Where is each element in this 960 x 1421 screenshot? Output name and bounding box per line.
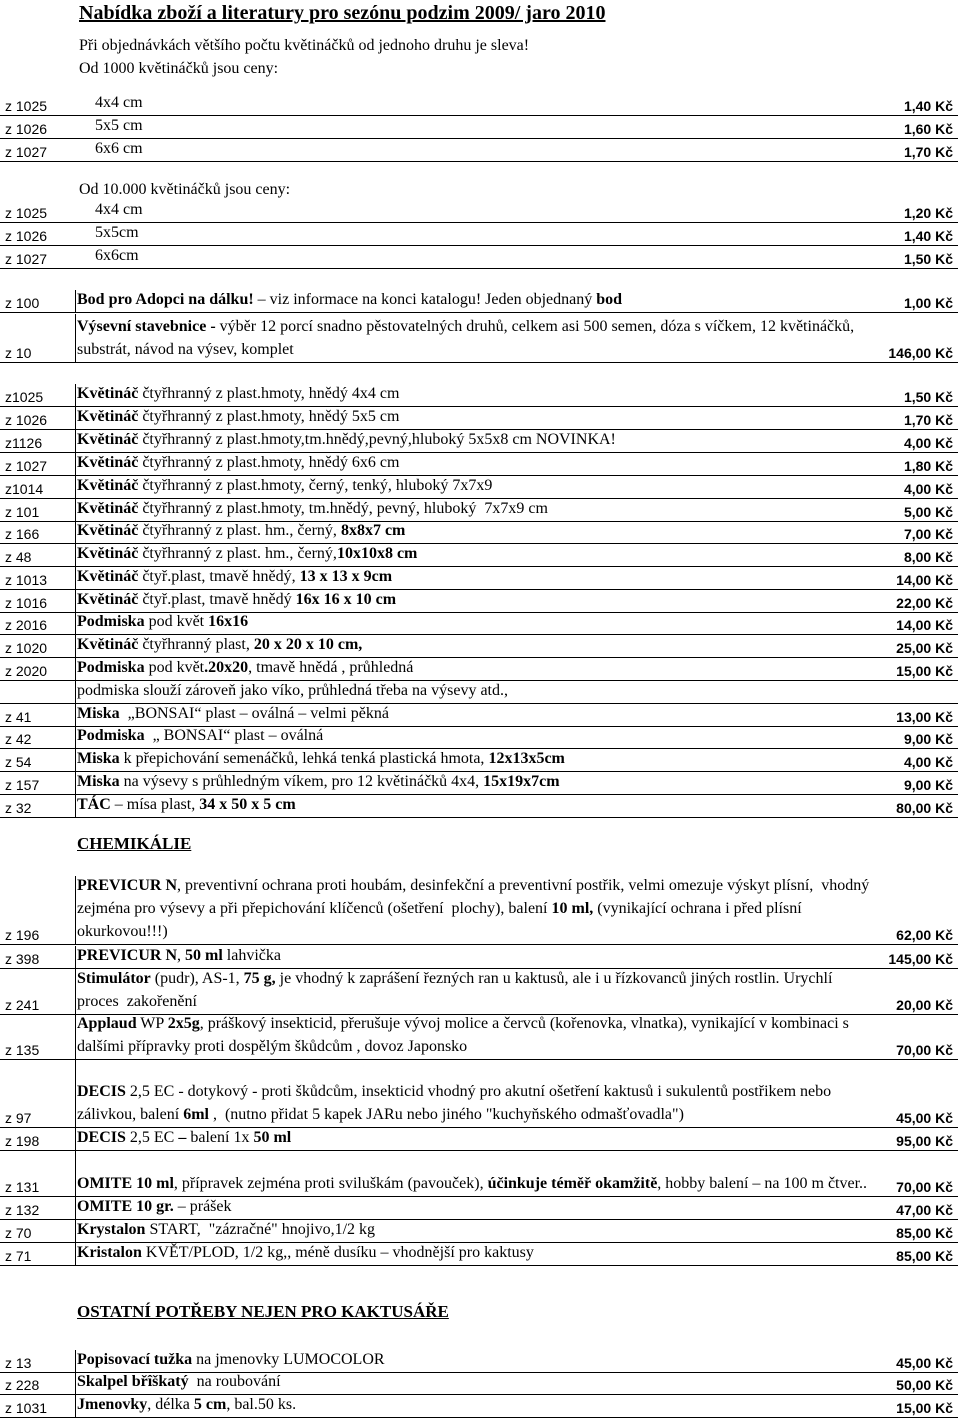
item-description: [95, 114, 888, 137]
description-segment: – viz informace na konci katalogu! Jeden objednaný: [253, 291, 597, 308]
description-segment: , práškový insekticid, přerušuje vývoj molice a červců (kořenovka, vlnatka), vynikající v kombinaci s dalšími přípravky proti dospělým škůdcům , dovoz Japonsko: [77, 1015, 853, 1055]
item-code: z 10: [5, 345, 32, 361]
item-description: [77, 1012, 870, 1058]
table-row: [0, 384, 958, 407]
table-row: [0, 681, 958, 704]
description-segment: 2,5 EC - dotykový - proti škůdcům, insekticid vhodný pro akutní ošetření kaktusů i sukulentů postřikem nebo zálivkou, balení: [77, 1083, 836, 1123]
description-segment: 6x6cm: [95, 247, 139, 264]
item-price: 9,00 Kč: [903, 777, 953, 793]
column-divider: [75, 590, 76, 612]
item-description: [77, 610, 870, 633]
item-code: z 1031: [5, 1400, 48, 1416]
column-divider: [75, 1350, 76, 1372]
item-description: [77, 944, 870, 967]
description-segment: 10 ml,: [551, 900, 594, 917]
description-segment: je vhodný k zaprášení řezných ran u kaktusů, ale i u řízkovanců jiných rostlin. Urychlí proces zakořenění: [77, 970, 841, 1010]
table-row: [0, 876, 958, 945]
item-price: 50,00 Kč: [896, 1377, 953, 1393]
item-description: [77, 382, 870, 405]
item-price: 15,00 Kč: [896, 663, 953, 679]
item-description: [77, 747, 870, 770]
description-segment: čtyřhranný z plast.hmoty,tm.hnědý,pevný,hluboký 5x5x8 cm NOVINKA!: [142, 431, 616, 448]
item-description: [77, 1172, 870, 1195]
item-price: 85,00 Kč: [896, 1248, 953, 1264]
item-description: [77, 405, 870, 428]
column-divider: [75, 544, 76, 566]
description-segment: , (nutno přidat 5 kapek JARu nebo jiného "kuchyňského odmašťovadla"): [208, 1106, 684, 1123]
description-segment: bod: [596, 291, 623, 308]
item-description: [77, 679, 870, 702]
item-price: 1,60 Kč: [903, 121, 953, 137]
description-segment: 4x4 cm: [95, 94, 143, 111]
column-divider: [75, 795, 76, 817]
item-description: [95, 91, 888, 114]
description-segment: Podmiska: [77, 659, 149, 676]
item-price: 1,20 Kč: [903, 205, 953, 221]
item-code: z 101: [5, 504, 40, 520]
column-divider: [75, 681, 76, 703]
item-description: [95, 244, 888, 267]
item-code: z 1027: [5, 458, 48, 474]
item-code: z 1020: [5, 640, 48, 656]
item-code: z 241: [5, 997, 40, 1013]
description-segment: Květináč: [77, 385, 143, 402]
description-segment: 16x 16 x 10 cm: [295, 591, 397, 608]
item-code: z 32: [5, 800, 32, 816]
item-code: z 71: [5, 1248, 32, 1264]
description-segment: podmiska slouží zároveň jako víko, průhledná třeba na výsevy atd.,: [77, 682, 508, 699]
description-segment: „ BONSAI“ plast – oválná: [148, 727, 324, 744]
description-segment: PREVICUR N: [77, 877, 177, 894]
item-price: 14,00 Kč: [896, 572, 953, 588]
description-segment: výběr 12 porcí snadno pěstovatelných druhů, celkem asi 500 semen, dóza s víčkem, 12 květináčků, substrát, návod na výsev, komplet: [77, 318, 859, 358]
column-divider: [75, 1395, 76, 1417]
description-segment: čtyřhranný plast,: [142, 636, 254, 653]
table-row: [0, 658, 958, 681]
item-price: 47,00 Kč: [896, 1202, 953, 1218]
description-segment: 8x8x7 cm: [340, 522, 406, 539]
item-price: 145,00 Kč: [888, 951, 953, 967]
description-segment: 6x6 cm: [95, 140, 143, 157]
column-divider: [75, 726, 76, 748]
description-segment: – prášek: [173, 1198, 232, 1215]
item-price: 1,70 Kč: [903, 144, 953, 160]
description-segment: účinkuje téměř okamžitě: [487, 1175, 658, 1192]
table-row: [0, 407, 958, 430]
column-divider: [75, 749, 76, 771]
table-row: [0, 749, 958, 772]
item-price: 25,00 Kč: [896, 640, 953, 656]
item-description: [77, 1126, 870, 1149]
table-row: [0, 1243, 958, 1266]
description-segment: Výsevní stavebnice -: [77, 318, 220, 335]
table-row: [0, 1395, 958, 1418]
item-code: z 131: [5, 1179, 40, 1195]
item-price: 1,00 Kč: [903, 295, 953, 311]
item-code: z 54: [5, 754, 32, 770]
column-divider: [75, 658, 76, 680]
column-divider: [75, 1151, 76, 1196]
item-description: [95, 137, 888, 160]
item-code: z 1026: [5, 228, 48, 244]
column-divider: [75, 772, 76, 794]
description-segment: , tmavě hnědá , průhledná: [248, 659, 414, 676]
description-segment: čtyřhranný z plast. hm., černý,: [142, 545, 337, 562]
description-segment: Miska: [77, 750, 124, 767]
item-price: 4,00 Kč: [903, 435, 953, 451]
item-description: [77, 633, 870, 656]
description-segment: Květináč: [77, 454, 143, 471]
table-row: [0, 544, 958, 567]
column-divider: [75, 1220, 76, 1242]
item-code: z 1025: [5, 98, 48, 114]
description-segment: balení 1x: [186, 1129, 254, 1146]
table-row: [0, 1015, 958, 1060]
item-description: [77, 656, 870, 679]
column-divider: [75, 314, 76, 362]
item-description: [77, 793, 870, 816]
item-description: [77, 1348, 870, 1371]
description-segment: čtyřhranný z plast.hmoty, tm.hnědý, pevný, hluboký 7x7x9 cm: [142, 500, 548, 517]
column-divider: [75, 407, 76, 429]
table-row: [0, 1220, 958, 1243]
description-segment: 15x19x7cm: [483, 773, 560, 790]
description-segment: , hobby balení – na 100 m čtver..: [657, 1175, 868, 1192]
description-segment: Jmenovky: [77, 1396, 148, 1413]
item-description: [77, 724, 870, 747]
item-description: [77, 451, 870, 474]
description-segment: Popisovací tužka: [77, 1351, 193, 1368]
description-segment: Květináč: [77, 500, 143, 517]
item-description: [77, 1393, 870, 1416]
description-segment: k přepichování semenáčků, lehká tenká plastická hmota,: [123, 750, 489, 767]
group-heading: Od 1000 květináčků jsou ceny:: [79, 60, 279, 77]
description-segment: čtyřhranný z plast.hmoty, hnědý 4x4 cm: [142, 385, 400, 402]
table-row: [0, 453, 958, 476]
item-price: 1,50 Kč: [903, 389, 953, 405]
column-divider: [75, 430, 76, 452]
item-code: z 228: [5, 1377, 40, 1393]
column-divider: [75, 612, 76, 634]
description-segment: START, "zázračné" hnojivo,1/2 kg: [145, 1221, 376, 1238]
description-segment: OMITE 10 gr.: [77, 1198, 174, 1215]
column-divider: [75, 1372, 76, 1394]
table-row: [0, 969, 958, 1015]
item-description: [77, 565, 870, 588]
item-price: 45,00 Kč: [896, 1355, 953, 1371]
item-price: 45,00 Kč: [896, 1110, 953, 1126]
description-segment: DECIS: [77, 1083, 126, 1100]
description-segment: TÁC: [77, 796, 111, 813]
item-code: z 2016: [5, 617, 48, 633]
description-segment: Květináč: [77, 431, 143, 448]
item-description: [77, 1080, 870, 1126]
description-segment: 50 ml: [253, 1129, 292, 1146]
item-code: z 198: [5, 1133, 40, 1149]
item-code: z1014: [5, 481, 44, 497]
item-description: [77, 874, 874, 943]
item-code: z 135: [5, 1042, 40, 1058]
description-segment: 20 x 20 x 10 cm,: [253, 636, 363, 653]
item-code: z 132: [5, 1202, 40, 1218]
description-segment: WP: [136, 1015, 168, 1032]
section-heading-chemicals: CHEMIKÁLIE: [77, 834, 192, 853]
item-price: 15,00 Kč: [896, 1400, 953, 1416]
description-segment: 6ml: [183, 1106, 209, 1123]
item-code: z 42: [5, 731, 32, 747]
description-segment: , bal.50 ks.: [226, 1396, 297, 1413]
description-segment: Květináč: [77, 522, 143, 539]
description-segment: 75 g,: [243, 970, 276, 987]
item-description: [77, 588, 870, 611]
column-divider: [75, 704, 76, 726]
item-code: z 1013: [5, 572, 48, 588]
item-price: 1,80 Kč: [903, 458, 953, 474]
item-description: [77, 497, 870, 520]
description-segment: –: [178, 1129, 187, 1146]
description-segment: Podmiska: [77, 727, 149, 744]
description-segment: Miska: [77, 705, 124, 722]
description-segment: 10x10x8 cm: [336, 545, 418, 562]
table-row: [0, 200, 958, 223]
table-row: [0, 1128, 958, 1151]
column-divider: [75, 384, 76, 406]
item-description: [95, 198, 888, 221]
description-segment: 12x13x5cm: [488, 750, 565, 767]
table-row: [0, 476, 958, 499]
item-price: 8,00 Kč: [903, 549, 953, 565]
table-row: [0, 612, 958, 635]
item-code: z1126: [5, 435, 43, 451]
item-price: 1,40 Kč: [903, 98, 953, 114]
description-segment: – mísa plast,: [110, 796, 200, 813]
item-price: 70,00 Kč: [896, 1042, 953, 1058]
item-description: [77, 1370, 870, 1393]
column-divider: [75, 1243, 76, 1265]
item-description: [77, 519, 870, 542]
item-code: z 1016: [5, 595, 48, 611]
description-segment: Bod pro Adopci na dálku!: [77, 291, 254, 308]
table-row: [0, 772, 958, 795]
description-segment: Květináč: [77, 477, 143, 494]
description-segment: (vynikající ochrana i před plísní okurkovou!!!): [77, 900, 806, 940]
item-code: z 13: [5, 1355, 32, 1371]
item-description: [77, 428, 870, 451]
item-price: 95,00 Kč: [896, 1133, 953, 1149]
item-description: [77, 288, 870, 311]
description-segment: čtyřhranný z plast.hmoty, hnědý 5x5 cm: [142, 408, 400, 425]
column-divider: [75, 635, 76, 657]
description-segment: Květináč: [77, 591, 143, 608]
table-row: [0, 946, 958, 969]
description-segment: na roubování: [188, 1373, 281, 1390]
description-segment: na jmenovky LUMOCOLOR: [192, 1351, 385, 1368]
item-description: [95, 221, 888, 244]
item-price: 9,00 Kč: [903, 731, 953, 747]
item-price: 70,00 Kč: [896, 1179, 953, 1195]
page-title: Nabídka zboží a literatury pro sezónu podzim 2009/ jaro 2010: [79, 2, 606, 24]
item-description: [77, 1241, 870, 1264]
description-segment: OMITE 10 ml: [77, 1175, 174, 1192]
item-price: 20,00 Kč: [896, 997, 953, 1013]
description-segment: 5x5 cm: [95, 117, 143, 134]
description-segment: 13 x 13 x 9cm: [299, 568, 393, 585]
item-code: z 48: [5, 549, 32, 565]
description-segment: DECIS: [77, 1129, 126, 1146]
section-heading-other: OSTATNÍ POTŘEBY NEJEN PRO KAKTUSÁŘE: [77, 1302, 449, 1321]
description-segment: Květináč: [77, 545, 143, 562]
column-divider: [75, 1128, 76, 1150]
description-segment: KVĚT/PLOD, 1/2 kg,, méně dusíku – vhodnější pro kaktusy: [141, 1244, 534, 1261]
column-divider: [75, 521, 76, 543]
item-price: 7,00 Kč: [903, 526, 953, 542]
item-code: z1025: [5, 389, 44, 405]
item-description: [77, 770, 870, 793]
description-segment: Podmiska: [77, 613, 149, 630]
description-segment: 2x5g: [167, 1015, 200, 1032]
description-segment: ,: [177, 947, 185, 964]
column-divider: [75, 453, 76, 475]
description-segment: Krystalon: [77, 1221, 146, 1238]
description-segment: , preventivní ochrana proti houbám, desinfekční a preventivní postřik, velmi omezuje výskyt plísní, vhodný zejména pro výsevy a při přepichování klíčenců (ošetření plochy), balení: [77, 877, 874, 917]
item-price: 1,50 Kč: [903, 251, 953, 267]
item-code: z 398: [5, 951, 40, 967]
table-row: [0, 290, 958, 313]
item-description: [77, 542, 870, 565]
item-code: z 41: [5, 709, 32, 725]
table-row: [0, 1372, 958, 1395]
table-row: [0, 93, 958, 116]
description-segment: 16x16: [208, 613, 249, 630]
table-row: [0, 223, 958, 246]
description-segment: Květináč: [77, 568, 143, 585]
item-price: 5,00 Kč: [903, 504, 953, 520]
item-code: z 70: [5, 1225, 32, 1241]
item-code: z 1027: [5, 251, 48, 267]
table-row: [0, 430, 958, 453]
description-segment: Stimulátor: [77, 970, 151, 987]
item-description: [77, 702, 870, 725]
item-description: [77, 1195, 870, 1218]
column-divider: [75, 1197, 76, 1219]
description-segment: PREVICUR N: [77, 947, 177, 964]
item-price: 62,00 Kč: [896, 927, 953, 943]
item-code: z 1026: [5, 412, 48, 428]
description-segment: 34 x 50 x 5 cm: [199, 796, 296, 813]
description-segment: 2,5 EC: [125, 1129, 179, 1146]
description-segment: Květináč: [77, 636, 143, 653]
description-segment: 5x5cm: [95, 224, 139, 241]
item-price: 14,00 Kč: [896, 617, 953, 633]
item-code: z 166: [5, 526, 40, 542]
description-segment: 5 cm: [193, 1396, 227, 1413]
description-segment: čtyřhranný z plast. hm., černý,: [142, 522, 341, 539]
item-price: 1,70 Kč: [903, 412, 953, 428]
group-heading: Od 10.000 květináčků jsou ceny:: [79, 181, 291, 198]
discount-note: Při objednávkách většího počtu květináčků od jednoho druhu je sleva!: [79, 37, 530, 54]
item-description: [77, 967, 870, 1013]
item-code: z 1026: [5, 121, 48, 137]
item-description: [77, 474, 870, 497]
column-divider: [75, 1060, 76, 1127]
item-price: 13,00 Kč: [896, 709, 953, 725]
description-segment: lahvička: [222, 947, 281, 964]
item-description: [77, 315, 870, 361]
item-price: 146,00 Kč: [888, 345, 953, 361]
table-row: [0, 1060, 958, 1128]
description-segment: .20x20: [204, 659, 249, 676]
description-segment: Miska: [77, 773, 124, 790]
column-divider: [75, 1015, 76, 1059]
item-code: z 1025: [5, 205, 48, 221]
table-row: [0, 314, 958, 363]
item-price: 85,00 Kč: [896, 1225, 953, 1241]
column-divider: [75, 476, 76, 498]
description-segment: čtyřhranný z plast.hmoty, černý, tenký, hluboký 7x7x9: [142, 477, 493, 494]
table-row: [0, 521, 958, 544]
table-row: [0, 139, 958, 162]
item-code: z 196: [5, 927, 40, 943]
description-segment: , přípravek zejména proti sviluškám (pavouček),: [173, 1175, 488, 1192]
item-description: [77, 1218, 870, 1241]
description-segment: čtyřhranný z plast.hmoty, hnědý 6x6 cm: [142, 454, 400, 471]
description-segment: 50 ml: [185, 947, 223, 964]
table-row: [0, 635, 958, 658]
column-divider: [75, 876, 76, 944]
table-row: [0, 116, 958, 139]
table-row: [0, 795, 958, 818]
description-segment: pod květ: [148, 659, 205, 676]
item-code: z 157: [5, 777, 40, 793]
item-price: 80,00 Kč: [896, 800, 953, 816]
column-divider: [75, 499, 76, 521]
column-divider: [75, 567, 76, 589]
description-segment: Kristalon: [77, 1244, 142, 1261]
description-segment: čtyř.plast, tmavě hnědý: [142, 591, 296, 608]
description-segment: Květináč: [77, 408, 143, 425]
item-code: z 100: [5, 295, 40, 311]
description-segment: , délka: [147, 1396, 194, 1413]
column-divider: [75, 946, 76, 968]
description-segment: Skalpel břîškatý: [77, 1373, 189, 1390]
description-segment: čtyř.plast, tmavě hnědý,: [142, 568, 300, 585]
item-price: 4,00 Kč: [903, 481, 953, 497]
description-segment: 4x4 cm: [95, 201, 143, 218]
description-segment: (pudr), AS-1,: [150, 970, 244, 987]
table-row: [0, 1151, 958, 1197]
item-code: z 97: [5, 1110, 32, 1126]
description-segment: pod květ: [148, 613, 209, 630]
table-row: [0, 1197, 958, 1220]
table-row: [0, 246, 958, 269]
table-row: [0, 726, 958, 749]
column-divider: [75, 969, 76, 1014]
column-divider: [75, 290, 76, 312]
description-segment: „BONSAI“ plast – oválná – velmi pěkná: [123, 705, 389, 722]
item-price: 4,00 Kč: [903, 754, 953, 770]
item-code: z 2020: [5, 663, 48, 679]
table-row: [0, 567, 958, 590]
description-segment: Applaud: [77, 1015, 137, 1032]
item-price: 1,40 Kč: [903, 228, 953, 244]
item-price: 22,00 Kč: [896, 595, 953, 611]
description-segment: na výsevy s průhledným víkem, pro 12 květináčků 4x4,: [123, 773, 484, 790]
item-code: z 1027: [5, 144, 48, 160]
